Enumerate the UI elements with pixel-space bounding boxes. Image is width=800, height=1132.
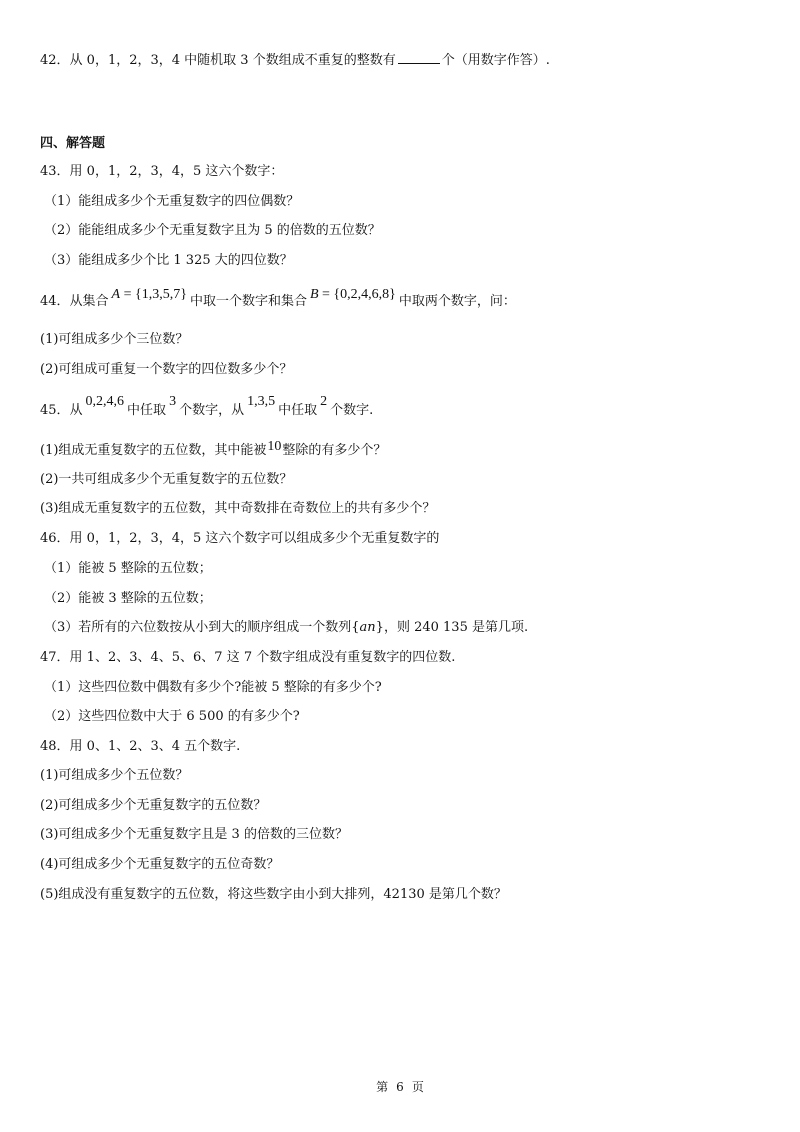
question-47-part-1: （1）这些四位数中偶数有多少个?能被 5 整除的有多少个? bbox=[44, 680, 382, 695]
set-even-digits: 0,2,4,6 bbox=[85, 394, 125, 409]
question-48-part-3: (3)可组成多少个无重复数字且是 3 的倍数的三位数？ bbox=[40, 827, 348, 842]
q45-mid3: 中任取 bbox=[278, 403, 318, 418]
count-three: 3 bbox=[169, 394, 177, 409]
question-48-part-2: (2)可组成多少个无重复数字的五位数？ bbox=[40, 798, 267, 813]
sequence-var: an bbox=[359, 620, 376, 635]
q45-p1-a: (1)组成无重复数字的五位数，其中能被 bbox=[40, 443, 267, 458]
set-b-name: B bbox=[309, 287, 319, 302]
question-45-stem bbox=[40, 394, 374, 420]
question-43-stem: 43．用 0，1，2，3，4，5 这六个数字： bbox=[40, 164, 284, 179]
question-43-part-3: （3）能组成多少个比 1 325 大的四位数？ bbox=[44, 253, 293, 268]
q46-p3-a: （3）若所有的六位数按从小到大的顺序组成一个数列{ bbox=[44, 620, 360, 635]
q46-p3-b: }，则 240 135 是第几项. bbox=[375, 620, 529, 635]
question-46-part-3 bbox=[44, 619, 528, 637]
question-42 bbox=[40, 51, 550, 70]
q42-text: 42．从 0，1，2，3，4 中随机取 3 个数组成不重复的整数有 bbox=[40, 53, 396, 68]
question-45-part-3: (3)组成无重复数字的五位数，其中奇数排在奇数位上的共有多少个？ bbox=[40, 501, 436, 516]
page-number: 6 bbox=[396, 1080, 404, 1094]
question-45-part-2: (2)一共可组成多少个无重复数字的五位数？ bbox=[40, 472, 293, 487]
question-47-stem: 47．用 1、2、3、4、5、6、7 这 7 个数字组成没有重复数字的四位数. bbox=[40, 650, 456, 665]
page-footer bbox=[0, 1078, 800, 1095]
question-44-stem bbox=[40, 287, 516, 311]
question-48-part-4: (4)可组成多少个无重复数字的五位奇数？ bbox=[40, 857, 280, 872]
section-title: 四、解答题 bbox=[40, 136, 106, 151]
q45-tail: 个数字. bbox=[330, 403, 374, 418]
q45-p1-b: 整除的有多少个？ bbox=[282, 443, 387, 458]
question-45-part-1 bbox=[40, 439, 387, 460]
set-a-body: = {1,3,5,7} bbox=[120, 287, 187, 302]
set-odd-digits: 1,3,5 bbox=[247, 394, 276, 409]
set-a-formula bbox=[112, 287, 187, 302]
q44-mid: 中取一个数字和集合 bbox=[189, 294, 307, 309]
set-a-name: A bbox=[111, 287, 121, 302]
question-43-part-1: （1）能组成多少个无重复数字的四位偶数？ bbox=[44, 194, 300, 209]
set-b-formula bbox=[310, 287, 396, 302]
question-43-part-2: （2）能能组成多少个无重复数字且为 5 的倍数的五位数？ bbox=[44, 223, 381, 238]
set-b-body: = {0,2,4,6,8} bbox=[318, 287, 396, 302]
answer-blank bbox=[398, 51, 440, 64]
question-48-part-1: (1)可组成多少个五位数？ bbox=[40, 768, 189, 783]
question-46-stem: 46．用 0，1，2，3，4，5 这六个数字可以组成多少个无重复数字的 bbox=[40, 531, 440, 546]
question-48-part-5: (5)组成没有重复数字的五位数，将这些数字由小到大排列，42130 是第几个数？ bbox=[40, 887, 507, 902]
number-ten: 10 bbox=[267, 439, 282, 454]
count-two: 2 bbox=[320, 394, 328, 409]
question-46-part-2: （2）能被 3 整除的五位数； bbox=[44, 591, 212, 606]
q45-mid2: 个数字，从 bbox=[179, 403, 245, 418]
q44-tail: 中取两个数字，问： bbox=[398, 294, 516, 309]
question-44-part-1: (1)可组成多少个三位数？ bbox=[40, 332, 189, 347]
q42-text-end: 个（用数字作答）. bbox=[441, 53, 550, 68]
question-46-part-1: （1）能被 5 整除的五位数； bbox=[44, 561, 212, 576]
footer-suffix: 页 bbox=[411, 1080, 424, 1094]
q45-lead: 45．从 bbox=[40, 403, 83, 418]
q45-mid1: 中任取 bbox=[127, 403, 167, 418]
footer-prefix: 第 bbox=[376, 1080, 389, 1094]
question-44-part-2: (2)可组成可重复一个数字的四位数多少个？ bbox=[40, 362, 293, 377]
question-48-stem: 48．用 0、1、2、3、4 五个数字. bbox=[40, 739, 241, 754]
q44-lead: 44．从集合 bbox=[40, 294, 109, 309]
question-47-part-2: （2）这些四位数中大于 6 500 的有多少个? bbox=[44, 709, 300, 724]
